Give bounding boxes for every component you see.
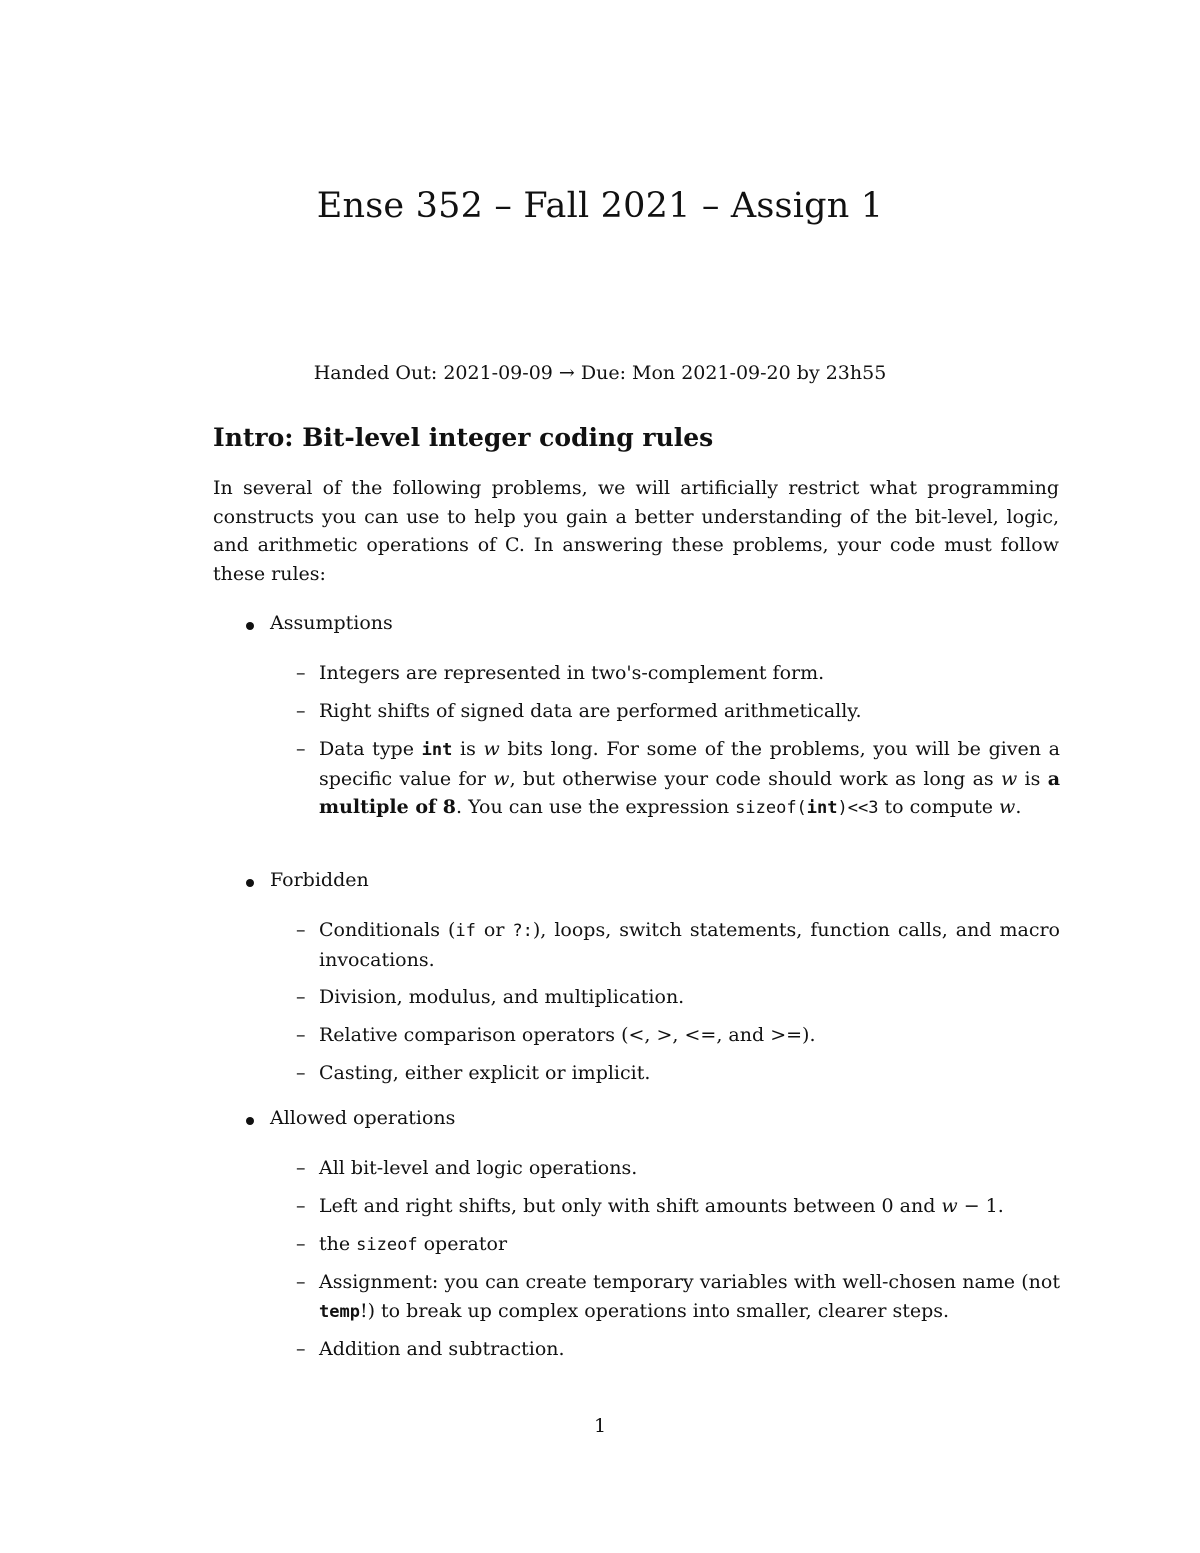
allowed-item-2 bbox=[296, 1192, 1060, 1221]
item-text: All bit-level and logic operations. bbox=[319, 1157, 638, 1179]
item-text: Relative comparison operators (<, >, <=, and >=). bbox=[319, 1024, 816, 1046]
forbidden-item-3 bbox=[296, 1021, 1060, 1050]
dash-marker: – bbox=[296, 1195, 306, 1217]
dash-marker: – bbox=[296, 1338, 306, 1360]
dash-marker: – bbox=[296, 700, 306, 722]
bullet-label: Forbidden bbox=[270, 869, 369, 891]
item-text: Right shifts of signed data are performed arithmetically. bbox=[319, 700, 862, 722]
allowed-item-4 bbox=[296, 1268, 1060, 1326]
item-text: Data type int is w bits long. For some of the problems, you will be given a specific value for w, but otherwise your code should work as long as w is a multiple of 8. You can use the expression sizeof(int)<<3 to compute w. bbox=[319, 738, 1061, 818]
allowed-item-3 bbox=[296, 1230, 1060, 1260]
assumption-item-1 bbox=[296, 659, 1060, 688]
bullet-label: Allowed operations bbox=[270, 1107, 456, 1129]
bullet-label: Assumptions bbox=[270, 612, 393, 634]
section-heading: Intro: Bit-level integer coding rules bbox=[213, 423, 714, 452]
allowed-item-5 bbox=[296, 1335, 1060, 1364]
assumption-item-3 bbox=[296, 735, 1060, 823]
item-text: the sizeof operator bbox=[319, 1233, 508, 1255]
item-text: Assignment: you can create temporary variables with well-chosen name (not temp!) to break up complex operations into smaller, clearer steps. bbox=[319, 1271, 1060, 1322]
dash-marker: – bbox=[296, 738, 306, 760]
dash-marker: – bbox=[296, 1157, 306, 1179]
bullet-dot-icon bbox=[246, 622, 254, 630]
forbidden-item-1 bbox=[296, 916, 1060, 974]
dash-marker: – bbox=[296, 1233, 306, 1255]
item-text: Left and right shifts, but only with shift amounts between 0 and w − 1. bbox=[319, 1195, 1004, 1217]
item-text: Casting, either explicit or implicit. bbox=[319, 1062, 651, 1084]
item-text: Integers are represented in two's-complement form. bbox=[319, 662, 825, 684]
dash-marker: – bbox=[296, 662, 306, 684]
dash-marker: – bbox=[296, 1062, 306, 1084]
bullet-dot-icon bbox=[246, 879, 254, 887]
due-dates: Handed Out: 2021-09-09 → Due: Mon 2021-09-20 by 23h55 bbox=[313, 362, 887, 384]
page-number: 1 bbox=[593, 1415, 607, 1437]
item-text: Addition and subtraction. bbox=[319, 1338, 565, 1360]
forbidden-item-4 bbox=[296, 1059, 1060, 1088]
dash-marker: – bbox=[296, 986, 306, 1008]
forbidden-item-2 bbox=[296, 983, 1060, 1012]
item-text: Division, modulus, and multiplication. bbox=[319, 986, 685, 1008]
allowed-item-1 bbox=[296, 1154, 1060, 1183]
intro-paragraph: In several of the following problems, we will artificially restrict what programming constructs you can use to help you gain a better understanding of the bit-level, logic, and arithmetic operations of C. In answering these problems, your code must follow these rules: bbox=[213, 477, 1059, 585]
item-text: Conditionals (if or ?:), loops, switch statements, function calls, and macro invocations. bbox=[319, 919, 1060, 971]
dash-marker: – bbox=[296, 919, 306, 941]
bullet-dot-icon bbox=[246, 1117, 254, 1125]
dash-marker: – bbox=[296, 1271, 306, 1293]
assumption-item-2 bbox=[296, 697, 1060, 726]
document-title: Ense 352 – Fall 2021 – Assign 1 bbox=[316, 186, 884, 226]
dash-marker: – bbox=[296, 1024, 306, 1046]
